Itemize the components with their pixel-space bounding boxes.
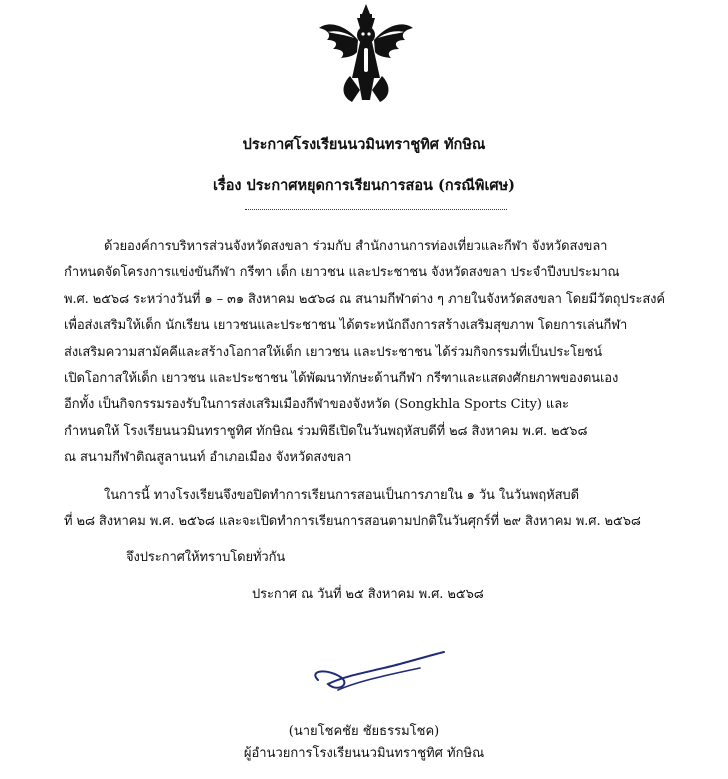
body-line: ส่งเสริมความสามัคคีและสร้างโอกาสให้เด็ก เยาวชน และประชาชน ได้ร่วมกิจกรรมที่เป็นประโยชน์: [64, 345, 602, 360]
body-line: ด้วยองค์การบริหารส่วนจังหวัดสงขลา ร่วมกับ สำนักงานการท่องเที่ยวและกีฬา จังหวัดสงขลา: [104, 239, 608, 254]
body-line: กำหนดให้ โรงเรียนนวมินทราชูทิศ ทักษิณ ร่วมพิธีเปิดในวันพฤหัสบดีที่ ๒๘ สิงหาคม พ.ศ. ๒๕๖๘: [64, 424, 588, 439]
body-line: กำหนดจัดโครงการแข่งขันกีฬา กรีฑา เด็ก เยาวชน และประชาชน จังหวัดสงขลา ประจำปีงบประมาณ: [64, 265, 620, 280]
dotted-divider: [245, 209, 507, 210]
closing-statement: จึงประกาศให้ทราบโดยทั่วกัน: [126, 550, 286, 565]
announcement-title: ประกาศโรงเรียนนวมินทราชูทิศ ทักษิณ: [242, 136, 486, 153]
body-line: เพื่อส่งเสริมให้เด็ก นักเรียน เยาวชนและประชาชน ได้ตระหนักถึงการสร้างเสริมสุขภาพ โดยการเล่นกีฬา: [64, 318, 628, 333]
announcement-date: ประกาศ ณ วันที่ ๒๕ สิงหาคม พ.ศ. ๒๕๖๘: [252, 587, 484, 602]
garuda-emblem-icon: [316, 4, 416, 104]
body-line: อีกทั้ง เป็นกิจกรรมรองรับในการส่งเสริมเมืองกีฬาของจังหวัด (Songkhla Sports City) และ: [64, 397, 569, 412]
body-line: เปิดโอกาสให้เด็ก เยาวชน และประชาชน ได้พัฒนาทักษะด้านกีฬา กรีฑาและแสดงศักยภาพของตนเอง: [64, 371, 619, 386]
signature-icon: [298, 650, 448, 698]
body-line: ที่ ๒๘ สิงหาคม พ.ศ. ๒๕๖๘ และจะเปิดทำการเรียนการสอนตามปกติในวันศุกร์ที่ ๒๙ สิงหาคม พ.ศ. ๒๕๖๘: [64, 514, 641, 529]
signatory-position: ผู้อำนวยการโรงเรียนนวมินทราชูทิศ ทักษิณ: [243, 746, 485, 761]
announcement-subject: เรื่อง ประกาศหยุดการเรียนการสอน (กรณีพิเศษ): [212, 177, 516, 194]
signatory-name: (นายโชคชัย ชัยธรรมโชค): [288, 724, 440, 739]
body-line: ในการนี้ ทางโรงเรียนจึงขอปิดทำการเรียนการสอนเป็นการภายใน ๑ วัน ในวันพฤหัสบดี: [104, 488, 579, 503]
body-line: ณ สนามกีฬาติณสูลานนท์ อำเภอเมือง จังหวัดสงขลา: [64, 450, 352, 465]
body-line: พ.ศ. ๒๕๖๘ ระหว่างวันที่ ๑ – ๓๑ สิงหาคม ๒๕๖๘ ณ สนามกีฬาต่าง ๆ ภายในจังหวัดสงขลา โดยมีวัตถุประสงค์: [64, 292, 666, 307]
